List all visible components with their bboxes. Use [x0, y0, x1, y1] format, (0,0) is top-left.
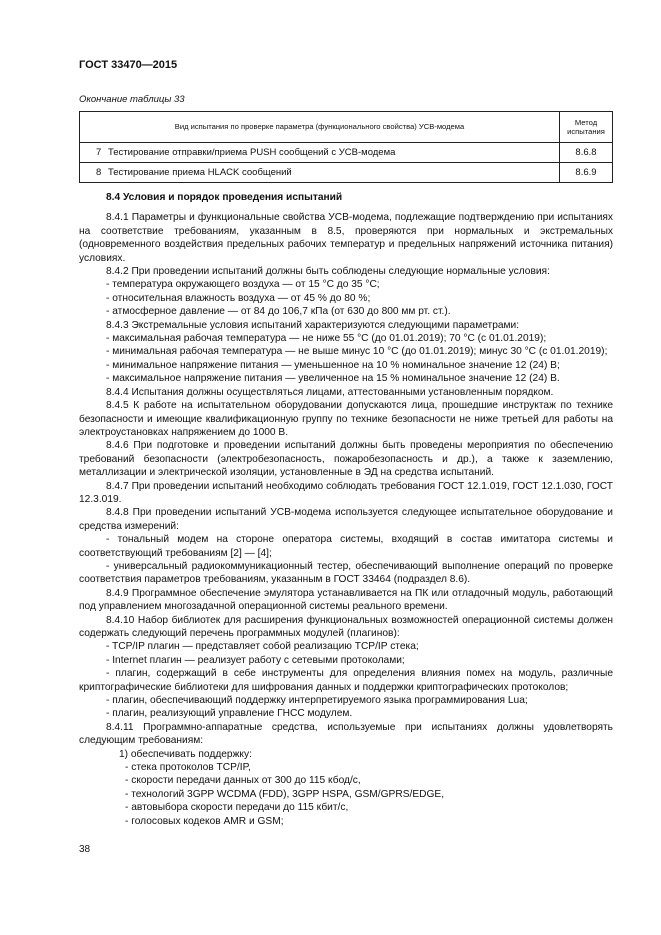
list-item: - Internet плагин — реализует работу с сетевыми протоколами;: [106, 654, 405, 666]
paragraph: 8.4.9 Программное обеспечение эмулятора устанавливается на ПК или отладочный модуль, работающий под управлением многозадачной операционной системы реального времени.: [79, 587, 613, 613]
table-cell-method: 8.6.9: [560, 163, 613, 183]
paragraph: 8.4.5 К работе на испытательном оборудовании допускаются лица, прошедшие инструктаж по технике безопасности и имеющие квалификационную группу по технике безопасности не ниже третьей для работы на электроустановках напряжением до 1000 В.: [79, 400, 613, 438]
list-item: - плагин, обеспечивающий поддержку интерпретируемого языка программирования Lua;: [106, 695, 528, 707]
table-header-row: [80, 112, 613, 143]
table-col2-header-line1: Метод: [574, 117, 598, 127]
paragraph: 8.4.8 При проведении испытаний УСВ-модема используется следующее испытательное оборудование и средства измерений:: [79, 507, 613, 532]
list-item: - относительная влажность воздуха — от 45 % до 80 %;: [106, 292, 371, 304]
paragraph: 8.4.11 Программно-аппаратные средства, используемые при испытаниях должны удовлетворять следующим требованиям:: [79, 721, 613, 747]
paragraph: 8.4.3 Экстремальные условия испытаний характеризуются следующими параметрами:: [106, 319, 520, 331]
list-item: - минимальная рабочая температура — не выше минус 10 °С (до 01.01.2019); минус 30 °С (с 01.01.2019);: [106, 346, 608, 358]
list-item: - температура окружающего воздуха — от 15 °С до 35 °С;: [106, 279, 380, 291]
list-item: - максимальное напряжение питания — увеличенное на 15 % номинальное значение 12 (24) В.: [106, 373, 560, 385]
list-item: 1) обеспечивать поддержку:: [119, 748, 252, 760]
list-item: - стека протоколов TCP/IP,: [125, 762, 251, 774]
list-item: - автовыбора скорости передачи до 115 кбит/с,: [125, 802, 349, 814]
list-item: - плагин, содержащий в себе инструменты для определения влияния помех на модуль, различные криптографические библиотеки для шифрования данных и поддержки криптографических протоколов;: [79, 668, 613, 693]
list-item: - TCP/IP плагин — представляет собой реализацию TCP/IP стека;: [106, 641, 419, 653]
table-row: [80, 163, 613, 183]
paragraph: 8.4.10 Набор библиотек для расширения функциональных возможностей операционной системы должен содержать следующий перечень программных модулей (плагинов):: [79, 614, 613, 639]
page-number: 38: [79, 844, 91, 855]
list-item: - максимальная рабочая температура — не ниже 55 °С (до 01.01.2019); 70 °С (с 01.01.2019);: [106, 333, 547, 345]
table-col2-header-line2: испытания: [567, 127, 605, 136]
row-number: 8: [96, 166, 102, 178]
list-item: - скорости передачи данных от 300 до 115 кбод/с,: [125, 775, 361, 787]
section-body: [79, 191, 613, 828]
paragraph: 8.4.1 Параметры и функциональные свойства УСВ-модема, подлежащие подтверждению при испытаниях на соответствие требованиям, указанным в 8.5, проверяются при нормальных и экстремальных (одновременного воздействия предельных рабочих температур и предельных напряжений источника питания) условиях.: [79, 212, 613, 264]
table-cell-test: [80, 163, 560, 183]
list-item: - атмосферное давление — от 84 до 106,7 кПа (от 630 до 800 мм рт. ст.).: [106, 306, 451, 318]
list-item: - универсальный радиокоммуникационный тестер, обеспечивающий выполнение операций по проверке соответствия параметров требованиям, указанным в ГОСТ 33464 (подраздел 8.6).: [79, 560, 613, 586]
table-33: [79, 111, 613, 183]
table-col1-header: Вид испытания по проверке параметра (функционального свойства) УСВ-модема: [80, 112, 560, 143]
list-item: - тональный модем на стороне оператора системы, входящий в состав имитатора системы и соответствующий требованиям [2] — [4];: [79, 534, 613, 559]
table-row: [80, 143, 613, 163]
paragraph: 8.4.2 При проведении испытаний должны быть соблюдены следующие нормальные условия:: [106, 266, 550, 278]
section-title: 8.4 Условия и порядок проведения испытаний: [106, 192, 343, 203]
row-number: 7: [96, 146, 102, 158]
row-text: Тестирование приема HLACK сообщений: [108, 166, 292, 178]
list-item: - плагин, реализующий управление ГНСС модулем.: [106, 708, 353, 720]
paragraph: 8.4.4 Испытания должны осуществляться лицами, аттестованными установленным порядком.: [106, 386, 554, 398]
table-col2-header: [560, 112, 613, 143]
table-cell-test: [80, 143, 560, 163]
paragraph: 8.4.7 При проведении испытаний необходимо соблюдать требования ГОСТ 12.1.019, ГОСТ 12.1.030, ГОСТ 12.3.019.: [79, 480, 613, 505]
row-text: Тестирование отправки/приема PUSH сообщений с УСВ-модема: [108, 146, 396, 158]
table-cell-method: 8.6.8: [560, 143, 613, 163]
paragraph: 8.4.6 При подготовке и проведении испытаний должны быть проведены мероприятия по обеспечению требований безопасности (электробезопасность, пожаробезопасность и др.), а также к заземлению, металлизации и электрической изоляции, установленные в ЭД на средства испытаний.: [79, 440, 613, 479]
table-caption: Окончание таблицы 33: [79, 94, 185, 105]
document-header: ГОСТ 33470—2015: [79, 59, 178, 71]
list-item: - технологий 3GPP WCDMA (FDD), 3GPP HSPA, GSM/GPRS/EDGE,: [125, 788, 445, 800]
list-item: - минимальное напряжение питания — уменьшенное на 10 % номинальное значение 12 (24) В;: [106, 359, 560, 371]
list-item: - голосовых кодеков AMR и GSM;: [125, 815, 284, 827]
